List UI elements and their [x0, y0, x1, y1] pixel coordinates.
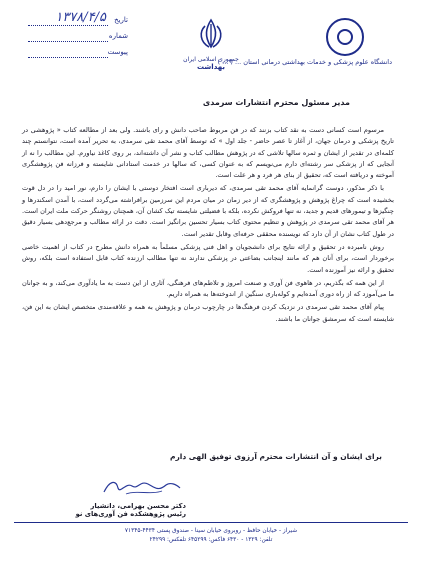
national-emblem-block [175, 18, 247, 71]
footer-contacts: تلفن: ۱۳۲۹ - ۶۴۳۰ فاکس: ۶۴۵۲۹۹ تلفکس: ۲۴۲۹۹ [149, 537, 273, 543]
paragraph: مرسوم است کسانی دست به نقد کتاب بزنند که در فن مربوط صاحب دانش و رای باشند. ولی بعد از مطالعه کتاب « پژوهشی در تاریخ پزشکی و درمان جهان، از آغاز تا عصر حاضر - جلد اول » که توسط آقای محمد تقی سرمدی، به تحریر آمده است، نتوانستم چند کلمه‌ای در تقدیر از ایشان و ثمره سالها تلاشی که در پژوهش مطالب کتاب و نشر آن داشته‌اند، بر روی کاغذ نیاورم. این مطالب را نه از آنجایی که از پزشکی سر رشته‌ای دارم می‌نویسم که به عنوان کسی، که سالها در خدمت استادانی شایسته و فرزانه فن پژوهشگری آموخته و دریافته است که، تحقیق از بنای هر فرد و هر علت است. [22, 126, 394, 180]
attachment-label: پیوست [107, 48, 128, 56]
number-line [28, 41, 108, 42]
attachment-line [28, 57, 108, 58]
signatory-name: دکتر محسن بهرامی، دانشیار [90, 502, 186, 510]
paragraph: از این همه که بگذریم، در هاهوی فن آوری و صنعت امروز و تلاطم‌های فرهنگی، آثاری از این دست به ما یادآوری می‌کند، و به جوانان ما می‌آموزد که از راه دوری آمده‌ایم و کوله‌باری سنگین از اندوخته‌ها به همراه داریم. [22, 278, 394, 299]
date-row [28, 10, 128, 30]
addressee: مدیر مسئول محترم انتشارات سرمدی [202, 98, 350, 107]
number-row [28, 30, 128, 46]
signature-block [36, 476, 186, 518]
government-name: جمهوری اسلامی ایران [183, 56, 239, 63]
university-seal-icon [326, 18, 364, 56]
letterhead-footer [14, 522, 408, 545]
letter-body [22, 98, 394, 327]
university-letterhead [217, 18, 392, 66]
date-label: تاریخ [114, 16, 128, 24]
signatory-title: رئیس پژوهشکده فن آوری‌های نو [75, 510, 186, 518]
date-line [28, 25, 108, 26]
paragraph: با ذکر مذکور، دوست گرانمایه آقای محمد تقی سرمدی، که دیرباری است افتخار دوستی با ایشان را دارم، نور امید را در دل قوت بخشیده است که چراغ پژوهش و پژوهشگری که از دیر زمان در میان مردم این سرزمین برافراشته می‌گردد است، با آمدن اسکندرها و چنگیزها و تیمورهای قدیم و جدید، نه تنها فروکش نکرده، بلکه با فضیلتی شایسته تیک کشان آن، همچنان روشنگر حرکت ملت ایران است. هر آقای محمد تقی سرمدی در پژوهش و تنظیم محتوی کتاب بسیار تحسین برانگیز است. دقت در ارائه مطالب و مرجع‌دهی بسیار دقیق در طول کتاب نشان از آن دارد که نویسنده محققی حرفه‌ای وقابل تقدیر است. [22, 184, 394, 238]
paragraph: روش نامبرده در تحقیق و ارائه نتایج برای دانشجویان و اهل فنی پزشکی مسلماً به همراه دانش مطرح در کتاب از اهمیت خاصی برخوردار است، برای آنان هم که مانند اینجانب بضاعتی در پزشکی ندارند نه تنها مطالب ارزنده کتاب قابل استفاده است بلکه، روش تحقیق و ارائه نیز آموزنده است. [22, 242, 394, 274]
organization-name: دانشگاه علوم پزشکی و خدمات بهداشتی درمانی استان ... ( ... ) [217, 58, 392, 66]
iran-emblem-icon [196, 18, 226, 50]
paragraph: پیام آقای محمد تقی سرمدی در نزدیک کردن فرهنگ‌ها در چارچوب درمان و پژوهش به همه و علاقه‌مندی متخصص ایشان به این فن، شایسته است که سرمشق جوانان ما باشند. [22, 303, 394, 323]
ministry-name: بهداشت [197, 63, 225, 71]
date-value: ۱۳۷۸/۴/۵ [55, 10, 106, 25]
closing-line: برای ایشان و آن انتشارات محترم آرزوی توفیق الهی دارم [169, 452, 382, 461]
handwritten-signature [96, 476, 186, 498]
attachment-row [28, 46, 128, 62]
number-label: شماره [108, 32, 128, 40]
reference-fields [28, 10, 128, 62]
footer-address: شیراز - خیابان حافظ - روبروی خیابان سینا - صندوق پستی ۴۴۳۴-۷۱۳۴۵ [124, 528, 298, 534]
